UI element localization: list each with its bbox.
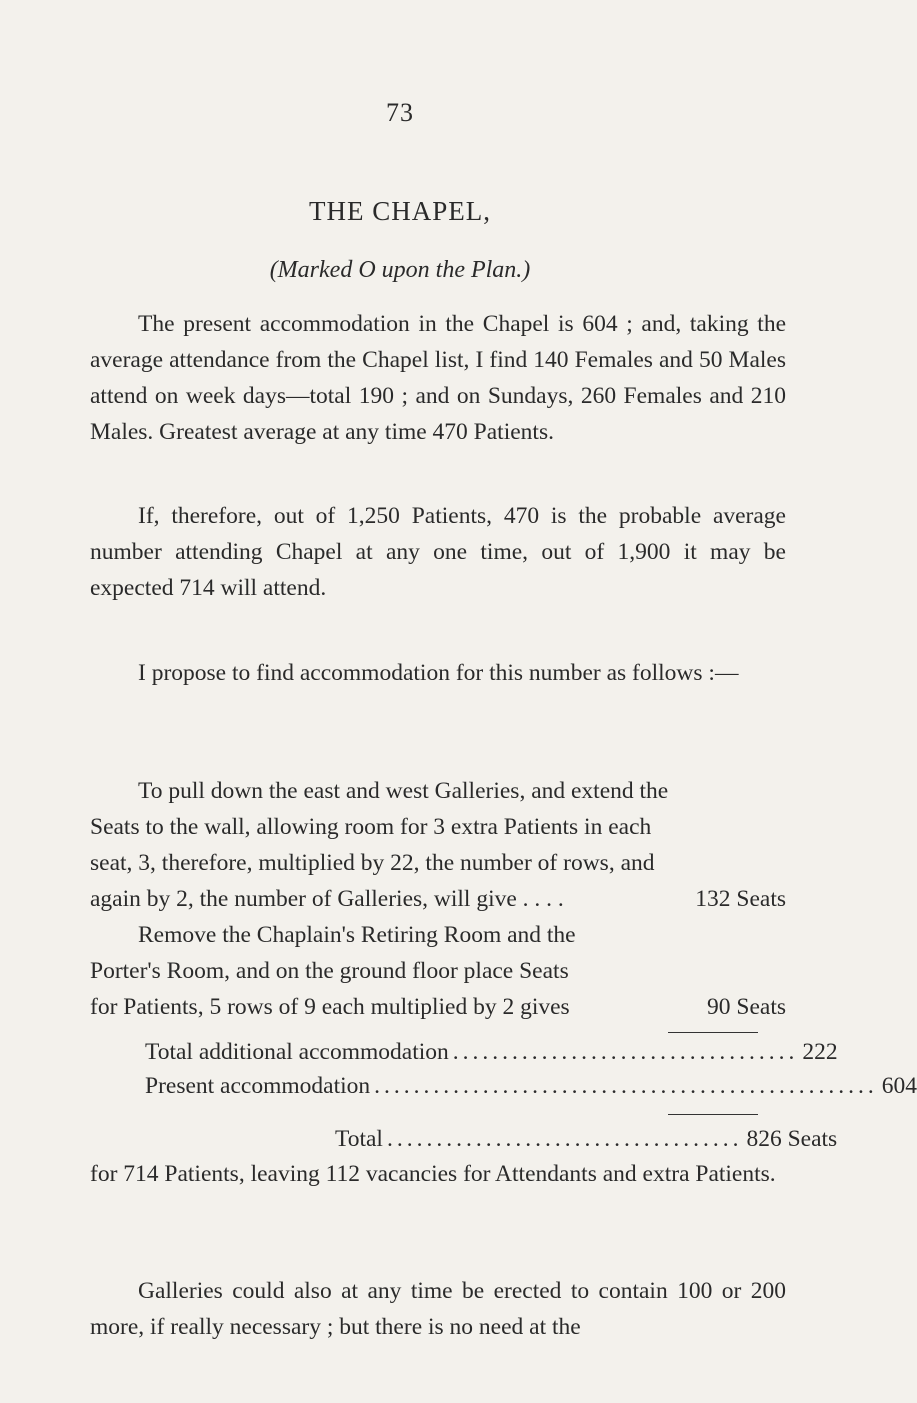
plan-line: Remove the Chaplain's Retiring Room and the [138,922,576,948]
paragraph-galleries-future: Galleries could also at any time be erected to contain 100 or 200 more, if really necessary ; but there is no need at the [90,1278,786,1340]
summary-label: Total [335,1126,383,1152]
plan-line: To pull down the east and west Galleries, and extend the [138,778,669,804]
sum-rule [668,1114,758,1115]
plan-line-text: for Patients, 5 rows of 9 each multiplied by 2 gives [90,994,570,1020]
plan-line-text: again by 2, the number of Galleries, will give . . . . [90,886,564,912]
summary-row-present [145,1073,917,1100]
leader-dots: .................................... [386,1126,743,1152]
paragraph-galleries-plan [90,773,786,1025]
summary-row-total [335,1126,838,1153]
summary-value: 826 Seats [746,1126,838,1152]
plan-line-galleries-total [90,881,786,917]
leader-dots: ................................... [452,1039,799,1065]
summary-value: 604 [881,1073,917,1099]
plan-line: Seats to the wall, allowing room for 3 extra Patients in each [90,814,652,840]
paragraph-accommodation: The present accommodation in the Chapel is 604 ; and, taking the average attendance from the Chapel list, I find 140 Females and 50 Males attend on week days—total 190 ; and on Sundays, 260 Females and 210 Males. Greatest average at any time 470 Patients. [90,311,786,445]
plan-line: Porter's Room, and on the ground floor place Seats [90,958,569,984]
summary-value: 222 [802,1039,838,1065]
paragraph-proposal: I propose to find accommodation for this number as follows :— [138,660,739,686]
plan-line: seat, 3, therefore, multiplied by 22, the number of rows, and [90,850,655,876]
sum-rule [668,1032,758,1033]
summary-label: Total additional accommodation [145,1039,449,1065]
paragraph-vacancies: for 714 Patients, leaving 112 vacancies for Attendants and extra Patients. [90,1161,776,1187]
page-number: 73 [386,98,414,127]
leader-dots: ................................................... [374,1073,878,1099]
section-title: THE CHAPEL, [309,196,491,226]
section-subtitle: (Marked O upon the Plan.) [269,257,531,283]
summary-label: Present accommodation [145,1073,371,1099]
summary-row-additional [145,1039,838,1066]
plan-line-ground-floor-total [90,989,786,1025]
plan-line-seats: 132 Seats [695,886,786,912]
paragraph-expected-attendance: If, therefore, out of 1,250 Patients, 470 is the probable average number attending Chapel at any one time, out of 1,900 it may be expected 714 will attend. [90,503,786,601]
plan-line-seats: 90 Seats [707,994,786,1020]
